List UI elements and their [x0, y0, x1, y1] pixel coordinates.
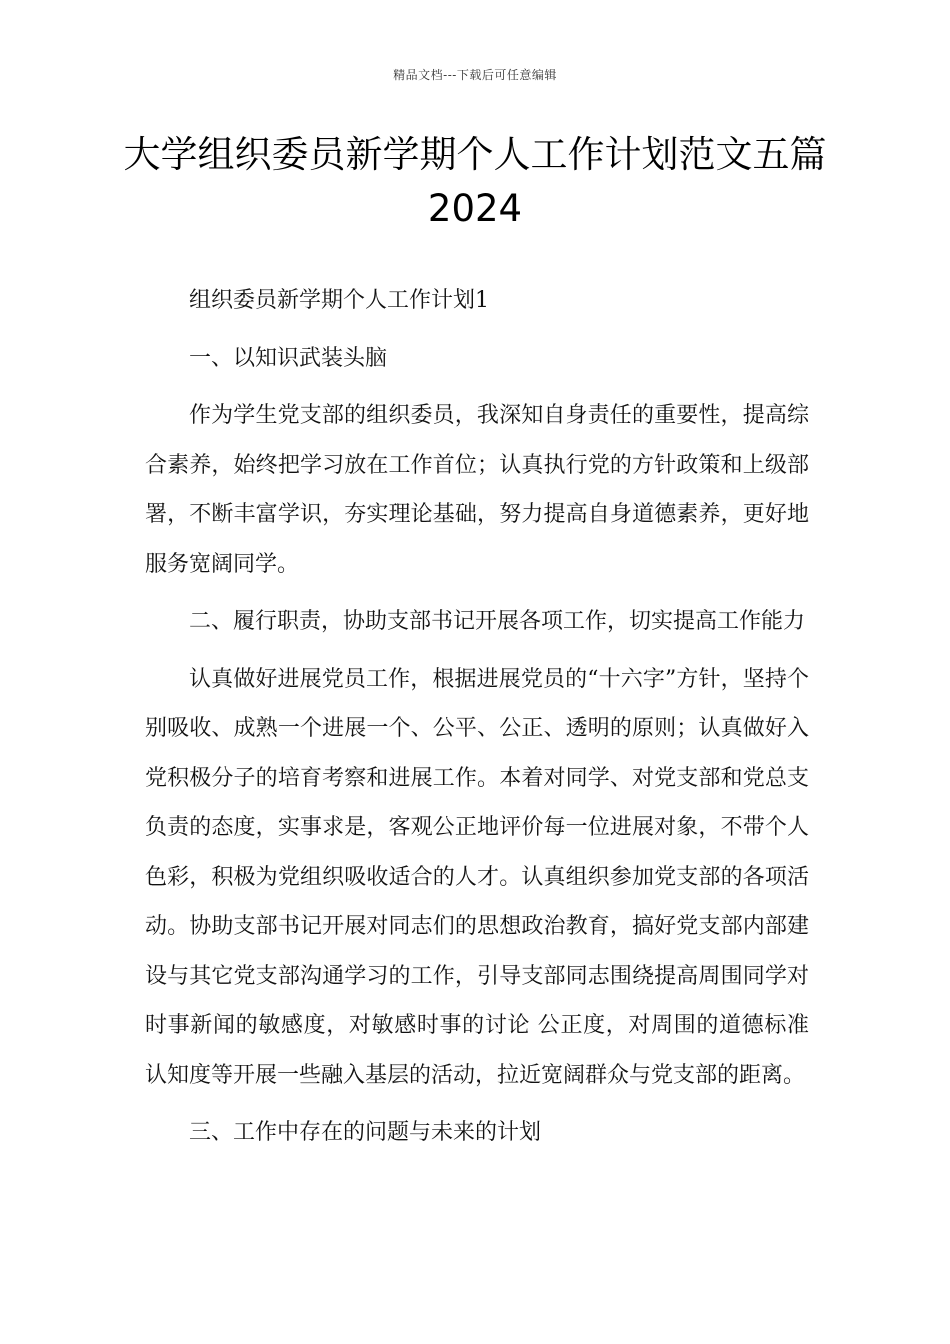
section-heading-2: 二、履行职责，协助支部书记开展各项工作，切实提高工作能力 [189, 609, 806, 634]
document-title: 大学组织委员新学期个人工作计划范文五篇2024 [123, 133, 827, 230]
header-note: 精品文档---下载后可任意编辑 [393, 68, 557, 82]
section-heading-plan-1: 组织委员新学期个人工作计划1 [189, 288, 489, 313]
section-heading-3: 三、工作中存在的问题与未来的计划 [189, 1120, 542, 1145]
body-paragraph-1: 作为学生党支部的组织委员，我深知自身责任的重要性，提高综合素养，始终把学习放在工作首位；认真执行党的方针政策和上级部署，不断丰富学识，夯实理论基础，努力提高自身道德素养，更好地服务宽阔同学。 [145, 403, 809, 577]
document-body [145, 276, 809, 1158]
section-heading-1: 一、以知识武装头脑 [189, 345, 388, 371]
body-paragraph-2: 认真做好进展党员工作，根据进展党员的“十六字”方针，坚持个别吸收、成熟一个进展一个、公平、公正、透明的原则；认真做好入党积极分子的培育考察和进展工作。本着对同学、对党支部和党总支负责的态度，实事求是，客观公正地评价每一位进展对象，不带个人色彩，积极为党组织吸收适合的人才。认真组织参加党支部的各项活动。协助支部书记开展对同志们的思想政治教育，搞好党支部内部建设与其它党支部沟通学习的工作，引导支部同志围绕提高周围同学对时事新闻的敏感度，对敏感时事的讨论 公正度，对周围的道德标准认知度等开展一些融入基层的活动，拉近宽阔群众与党支部的距离。 [145, 666, 809, 1088]
